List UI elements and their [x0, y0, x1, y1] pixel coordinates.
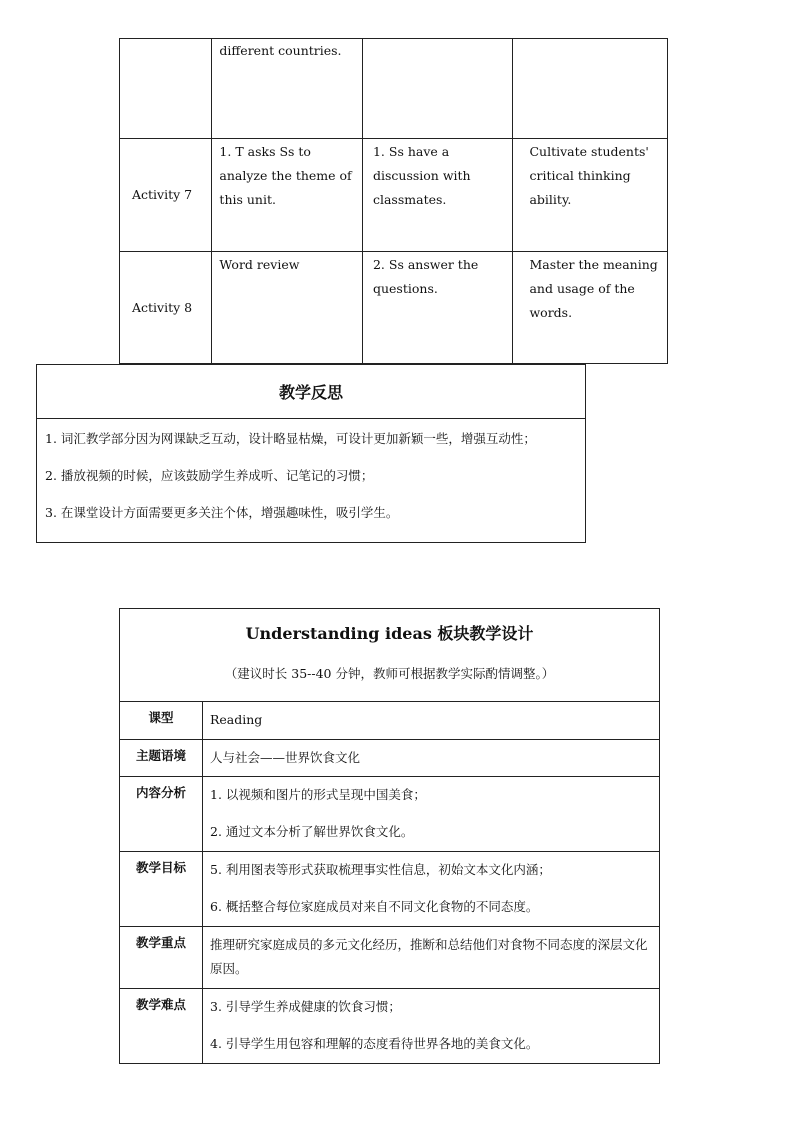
row-value: 推理研究家庭成员的多元文化经历，推断和总结他们对食物不同态度的深层文化原因。 [203, 927, 660, 989]
row-label: 主题语境 [120, 740, 203, 777]
reflection-table [36, 364, 586, 543]
table-row [120, 740, 660, 777]
reflection-item: 3. 在课堂设计方面需要更多关注个体，增强趣味性，吸引学生。 [45, 505, 399, 520]
table-row [120, 777, 660, 852]
reflection-item: 2. 播放视频的时候，应该鼓励学生养成听、记笔记的习惯； [45, 468, 374, 483]
row-value: 3. 引导学生养成健康的饮食习惯； 4. 引导学生用包容和理解的态度看待世界各地的美食文化。 [203, 989, 660, 1064]
table-row [37, 419, 586, 543]
design-subtitle: （建议时长 35--40 分钟，教师可根据教学实际酌情调整。） [224, 666, 555, 681]
activity-cell [120, 39, 212, 139]
row-value: 人与社会——世界饮食文化 [203, 740, 660, 777]
row-label: 教学难点 [120, 989, 203, 1064]
teacher-activity-cell: Word review [212, 252, 363, 364]
activity-cell: Activity 7 [120, 139, 212, 252]
reflection-item: 1. 词汇教学部分因为网课缺乏互动，设计略显枯燥，可设计更加新颖一些，增强互动性； [45, 431, 536, 446]
activities-table [119, 38, 668, 364]
table-row [120, 989, 660, 1064]
row-label: 课型 [120, 702, 203, 740]
activity-cell: Activity 8 [120, 252, 212, 364]
table-row [120, 139, 668, 252]
student-activity-cell: 2. Ss answer the questions. [362, 252, 512, 364]
purpose-cell: Cultivate students' critical thinking ability. [513, 139, 668, 252]
row-value: 5. 利用图表等形式获取梳理事实性信息，初始文本文化内涵； 6. 概括整合每位家庭成员对来自不同文化食物的不同态度。 [203, 852, 660, 927]
row-label: 教学重点 [120, 927, 203, 989]
design-title: Understanding ideas 板块教学设计 [245, 624, 534, 643]
table-row [120, 252, 668, 364]
table-row [120, 39, 668, 139]
design-title-cell [120, 609, 660, 702]
table-row [120, 852, 660, 927]
row-value: 1. 以视频和图片的形式呈现中国美食； 2. 通过文本分析了解世界饮食文化。 [203, 777, 660, 852]
purpose-cell: Master the meaning and usage of the words. [513, 252, 668, 364]
teacher-activity-cell: different countries. [212, 39, 363, 139]
table-row [120, 927, 660, 989]
table-row [37, 365, 586, 419]
row-label: 内容分析 [120, 777, 203, 852]
student-activity-cell [362, 39, 512, 139]
teacher-activity-cell: 1. T asks Ss to analyze the theme of this unit. [212, 139, 363, 252]
table-row [120, 609, 660, 702]
row-value: Reading [203, 702, 660, 740]
purpose-cell [513, 39, 668, 139]
lesson-design-table [119, 608, 660, 1064]
student-activity-cell: 1. Ss have a discussion with classmates. [362, 139, 512, 252]
table-row [120, 702, 660, 740]
reflection-body [37, 419, 586, 543]
row-label: 教学目标 [120, 852, 203, 927]
reflection-heading: 教学反思 [37, 365, 586, 419]
